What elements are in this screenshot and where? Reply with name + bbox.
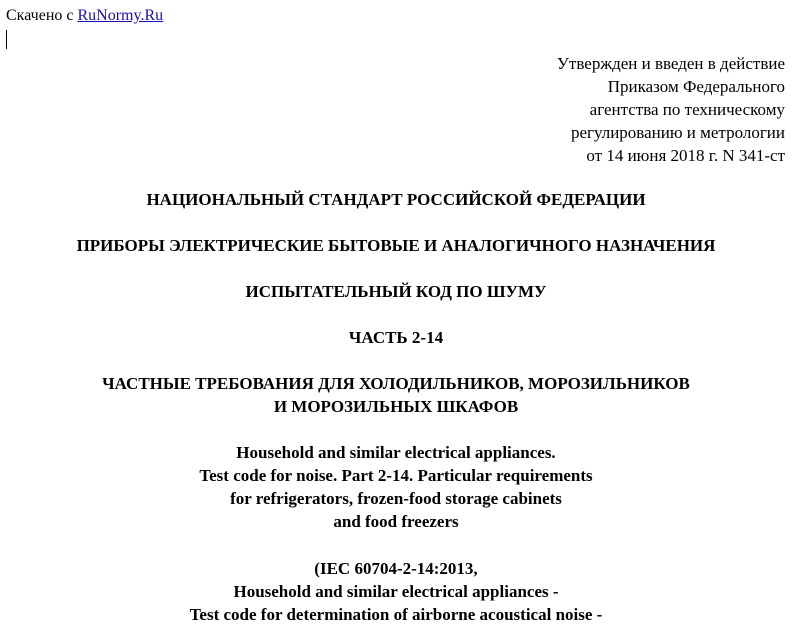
- english-title-line: for refrigerators, frozen-food storage cabinets: [230, 489, 562, 508]
- approval-line: Приказом Федерального: [607, 77, 785, 96]
- downloaded-prefix: Скачено с: [6, 7, 78, 24]
- standard-title: НАЦИОНАЛЬНЫЙ СТАНДАРТ РОССИЙСКОЙ ФЕДЕРАЦИИ: [146, 190, 646, 209]
- iec-reference-line: Household and similar electrical appliances -: [233, 582, 559, 601]
- approval-line: регулированию и метрологии: [570, 123, 785, 142]
- approval-line: от 14 июня 2018 г. N 341-ст: [586, 146, 785, 165]
- sub-title: ИСПЫТАТЕЛЬНЫЙ КОД ПО ШУМУ: [245, 282, 547, 301]
- approval-line: агентства по техническому: [589, 100, 785, 119]
- text-caret: [6, 30, 7, 49]
- downloaded-from: [6, 6, 163, 26]
- approval-block: [557, 52, 785, 167]
- iec-reference: [0, 557, 792, 626]
- specific-title-line1: ЧАСТНЫЕ ТРЕБОВАНИЯ ДЛЯ ХОЛОДИЛЬНИКОВ, МОРОЗИЛЬНИКОВ: [102, 374, 690, 393]
- runormy-link[interactable]: RuNormy.Ru: [77, 7, 164, 24]
- specific-title-line2: И МОРОЗИЛЬНЫХ ШКАФОВ: [273, 397, 519, 416]
- approval-line: Утвержден и введен в действие: [556, 54, 785, 73]
- english-title-line: and food freezers: [333, 512, 459, 531]
- english-title: [0, 441, 792, 533]
- iec-reference-line: (IEC 60704-2-14:2013,: [314, 559, 478, 578]
- main-title: ПРИБОРЫ ЭЛЕКТРИЧЕСКИЕ БЫТОВЫЕ И АНАЛОГИЧНОГО НАЗНАЧЕНИЯ: [76, 236, 716, 255]
- english-title-line: Test code for noise. Part 2-14. Particular requirements: [199, 466, 593, 485]
- english-title-line: Household and similar electrical appliances.: [236, 443, 556, 462]
- iec-reference-line: Test code for determination of airborne acoustical noise -: [189, 605, 603, 624]
- part-title: ЧАСТЬ 2-14: [348, 328, 444, 347]
